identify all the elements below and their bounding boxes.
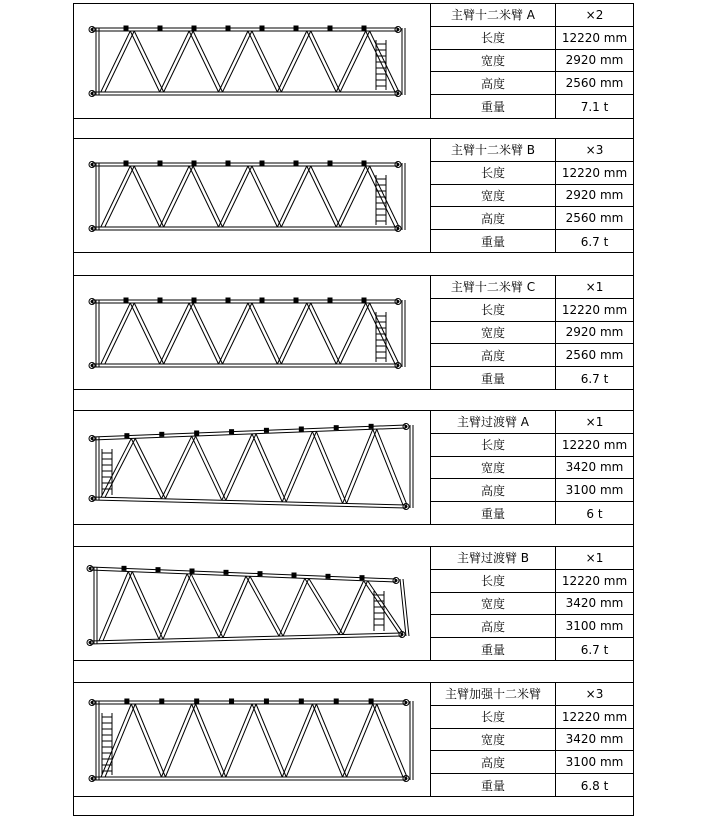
spec-row — [431, 50, 633, 73]
weight-label: 重量 — [431, 230, 556, 253]
block-separator — [74, 796, 633, 797]
section-name: 主臂过渡臂 A — [431, 411, 556, 433]
weight-label: 重量 — [431, 367, 556, 390]
truss-drawing — [80, 286, 422, 382]
boom-section-drawing — [74, 683, 430, 797]
spec-row — [431, 434, 633, 457]
weight-value: 6 t — [586, 506, 603, 521]
section-quantity: ×2 — [585, 7, 604, 22]
spec-table — [430, 139, 633, 253]
spec-table — [430, 4, 633, 118]
spec-row — [431, 502, 633, 525]
boom-section-drawing — [74, 276, 430, 390]
length-label: 长度 — [431, 434, 556, 456]
length-label: 长度 — [431, 570, 556, 592]
length-value: 12220 mm — [561, 709, 628, 724]
weight-value: 6.7 t — [580, 642, 609, 657]
spec-row — [431, 729, 633, 752]
height-label: 高度 — [431, 72, 556, 94]
boom-section-block — [74, 275, 633, 390]
spec-row — [431, 547, 633, 570]
width-label: 宽度 — [431, 457, 556, 479]
spec-row — [431, 322, 633, 345]
height-label: 高度 — [431, 207, 556, 229]
spec-row — [431, 4, 633, 27]
weight-label: 重量 — [431, 774, 556, 797]
height-value: 2560 mm — [565, 348, 624, 363]
spec-row — [431, 593, 633, 616]
section-quantity: ×1 — [585, 279, 604, 294]
height-value: 3100 mm — [565, 619, 624, 634]
spec-row — [431, 457, 633, 480]
section-quantity: ×1 — [585, 550, 604, 565]
width-value: 2920 mm — [565, 53, 624, 68]
block-separator — [74, 118, 633, 119]
spec-row — [431, 479, 633, 502]
height-value: 2560 mm — [565, 76, 624, 91]
section-name: 主臂加强十二米臂 — [431, 683, 556, 705]
height-value: 3100 mm — [565, 483, 624, 498]
block-separator — [74, 252, 633, 253]
spec-row — [431, 683, 633, 706]
spec-row — [431, 162, 633, 185]
width-label: 宽度 — [431, 50, 556, 72]
length-label: 长度 — [431, 27, 556, 49]
spec-table — [430, 547, 633, 661]
spec-row — [431, 230, 633, 253]
spec-row — [431, 72, 633, 95]
width-label: 宽度 — [431, 593, 556, 615]
spec-row — [431, 344, 633, 367]
weight-value: 6.8 t — [580, 778, 609, 793]
height-value: 3100 mm — [565, 755, 624, 770]
boom-section-block — [74, 138, 633, 253]
weight-value: 7.1 t — [580, 99, 609, 114]
spec-row — [431, 411, 633, 434]
spec-row — [431, 207, 633, 230]
boom-section-block — [74, 682, 633, 797]
length-value: 12220 mm — [561, 573, 628, 588]
spec-row — [431, 299, 633, 322]
width-value: 2920 mm — [565, 325, 624, 340]
spec-table — [430, 683, 633, 797]
block-separator — [74, 660, 633, 661]
spec-row — [431, 706, 633, 729]
weight-label: 重量 — [431, 638, 556, 661]
weight-value: 6.7 t — [580, 234, 609, 249]
length-label: 长度 — [431, 162, 556, 184]
truss-drawing — [80, 149, 422, 245]
boom-section-block — [74, 4, 633, 118]
section-quantity: ×3 — [585, 686, 604, 701]
length-label: 长度 — [431, 706, 556, 728]
truss-drawing — [80, 693, 422, 789]
block-separator — [74, 524, 633, 525]
width-value: 3420 mm — [565, 460, 624, 475]
spec-row — [431, 27, 633, 50]
spec-row — [431, 95, 633, 118]
section-name: 主臂过渡臂 B — [431, 547, 556, 569]
truss-drawing — [80, 421, 422, 517]
section-name: 主臂十二米臂 A — [431, 4, 556, 26]
truss-drawing — [80, 557, 422, 653]
spec-row — [431, 139, 633, 162]
section-name: 主臂十二米臂 C — [431, 276, 556, 298]
width-label: 宽度 — [431, 322, 556, 344]
length-value: 12220 mm — [561, 302, 628, 317]
spec-row — [431, 276, 633, 299]
spec-row — [431, 638, 633, 661]
spec-row — [431, 367, 633, 390]
height-label: 高度 — [431, 344, 556, 366]
spec-row — [431, 751, 633, 774]
weight-value: 6.7 t — [580, 371, 609, 386]
section-name: 主臂十二米臂 B — [431, 139, 556, 161]
section-quantity: ×3 — [585, 142, 604, 157]
spec-table — [430, 411, 633, 525]
truss-drawing — [80, 14, 422, 110]
spec-row — [431, 570, 633, 593]
spec-row — [431, 185, 633, 208]
spec-row — [431, 615, 633, 638]
boom-section-drawing — [74, 4, 430, 118]
section-quantity: ×1 — [585, 414, 604, 429]
width-label: 宽度 — [431, 729, 556, 751]
height-label: 高度 — [431, 751, 556, 773]
boom-sections-sheet — [73, 3, 634, 816]
boom-section-drawing — [74, 411, 430, 525]
height-label: 高度 — [431, 479, 556, 501]
block-separator — [74, 389, 633, 390]
length-value: 12220 mm — [561, 30, 628, 45]
weight-label: 重量 — [431, 95, 556, 118]
length-label: 长度 — [431, 299, 556, 321]
weight-label: 重量 — [431, 502, 556, 525]
spec-row — [431, 774, 633, 797]
boom-section-drawing — [74, 139, 430, 253]
width-label: 宽度 — [431, 185, 556, 207]
width-value: 2920 mm — [565, 188, 624, 203]
spec-table — [430, 276, 633, 390]
width-value: 3420 mm — [565, 596, 624, 611]
height-value: 2560 mm — [565, 211, 624, 226]
height-label: 高度 — [431, 615, 556, 637]
boom-section-block — [74, 546, 633, 661]
width-value: 3420 mm — [565, 732, 624, 747]
length-value: 12220 mm — [561, 165, 628, 180]
boom-section-drawing — [74, 547, 430, 661]
length-value: 12220 mm — [561, 437, 628, 452]
boom-section-block — [74, 410, 633, 525]
